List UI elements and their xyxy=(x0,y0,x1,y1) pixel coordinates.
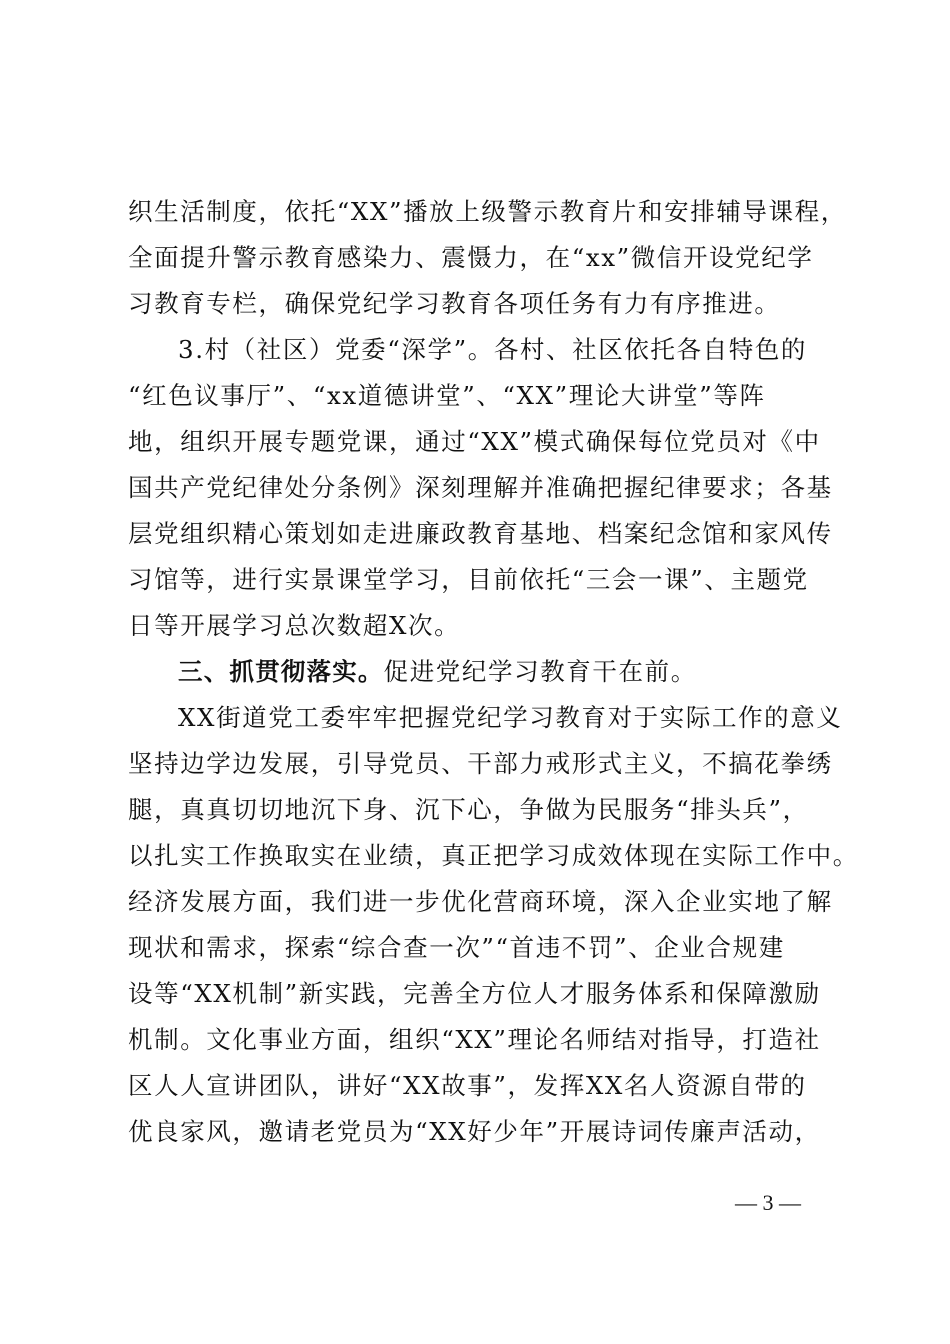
body-line: 区人人宣讲团队，讲好“XX故事”，发挥XX名人资源自带的 xyxy=(128,1071,807,1100)
body-line: 腿，真真切切地沉下身、沉下心，争做为民服务“排头兵”， xyxy=(128,795,809,824)
body-line: 优良家风，邀请老党员为“XX好少年”开展诗词传廉声活动， xyxy=(128,1117,821,1146)
section-heading xyxy=(178,656,838,688)
section-heading-subtitle: 促进党纪学习教育干在前。 xyxy=(383,657,697,686)
body-line: 地，组织开展专题党课，通过“XX”模式确保每位党员对《中 xyxy=(128,427,821,456)
body-line: 层党组织精心策划如走进廉政教育基地、档案纪念馆和家风传 xyxy=(128,519,833,548)
body-line: 织生活制度，依托“XX”播放上级警示教育片和安排辅导课程， xyxy=(128,197,847,226)
body-line: 全面提升警示教育感染力、震慑力，在“xx”微信开设党纪学 xyxy=(128,243,814,272)
paragraph-start-line: XX街道党工委牢牢把握党纪学习教育对于实际工作的意义 xyxy=(178,703,843,732)
body-line: 习教育专栏，确保党纪学习教育各项任务有力有序推进。 xyxy=(128,289,781,318)
body-line: 日等开展学习总次数超X次。 xyxy=(128,611,461,640)
page-number: — 3 — xyxy=(735,1190,801,1215)
body-line: 设等“XX机制”新实践，完善全方位人才服务体系和保障激励 xyxy=(128,979,821,1008)
body-line: “红色议事厅”、“xx道德讲堂”、“XX”理论大讲堂”等阵 xyxy=(128,381,766,410)
body-line: 经济发展方面，我们进一步优化营商环境，深入企业实地了解 xyxy=(128,887,833,916)
body-line: 以扎实工作换取实在业绩，真正把学习成效体现在实际工作中。 xyxy=(128,841,859,870)
paragraph-start-line: 3.村（社区）党委“深学”。各村、社区依托各自特色的 xyxy=(178,335,808,364)
body-line: 国共产党纪律处分条例》深刻理解并准确把握纪律要求；各基 xyxy=(128,473,833,502)
body-line: 机制。文化事业方面，组织“XX”理论名师结对指导，打造社 xyxy=(128,1025,821,1054)
body-line: 现状和需求，探索“综合查一次”“首违不罚”、企业合规建 xyxy=(128,933,785,962)
section-heading-title: 三、抓贯彻落实。 xyxy=(178,657,384,686)
body-line: 坚持边学边发展，引导党员、干部力戒形式主义，不搞花拳绣 xyxy=(128,749,833,778)
body-line: 习馆等，进行实景课堂学习，目前依托“三会一课”、主题党 xyxy=(128,565,809,594)
